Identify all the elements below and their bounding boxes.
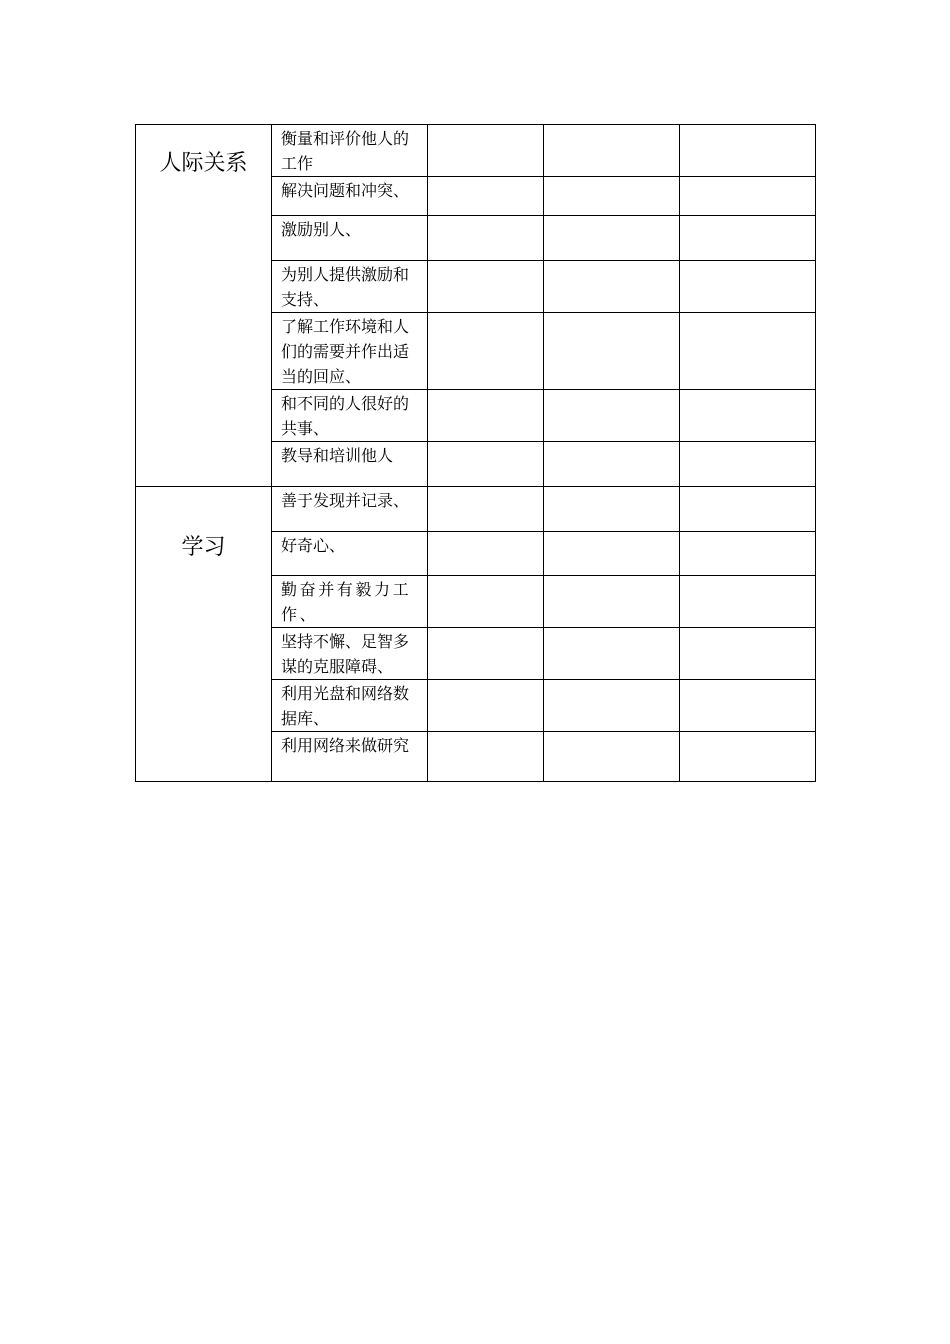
rating-cell [680,628,816,680]
rating-cell [428,261,544,313]
rating-cell [428,313,544,390]
skill-item: 利用光盘和网络数据库、 [272,680,428,732]
rating-cell [544,216,680,261]
rating-cell [680,487,816,532]
rating-cell [428,628,544,680]
skill-item: 和不同的人很好的共事、 [272,390,428,442]
category-label: 人际关系 [159,151,248,176]
rating-cell [428,390,544,442]
rating-cell [428,216,544,261]
table-row [136,487,816,532]
rating-cell [680,732,816,782]
rating-cell [680,532,816,576]
rating-cell [428,532,544,576]
rating-cell [544,628,680,680]
skill-item: 了解工作环境和人们的需要并作出适当的回应、 [272,313,428,390]
rating-cell [544,487,680,532]
rating-cell [680,442,816,487]
rating-cell [428,680,544,732]
rating-cell [428,442,544,487]
rating-cell [544,261,680,313]
rating-cell [680,261,816,313]
rating-cell [680,680,816,732]
category-cell [136,487,272,782]
skill-item: 为别人提供激励和支持、 [272,261,428,313]
skills-table [135,124,816,782]
rating-cell [544,390,680,442]
rating-cell [544,732,680,782]
skill-item: 教导和培训他人 [272,442,428,487]
skill-item: 坚持不懈、足智多谋的克服障碍、 [272,628,428,680]
rating-cell [680,177,816,216]
skill-item: 解决问题和冲突、 [272,177,428,216]
rating-cell [428,125,544,177]
rating-cell [544,313,680,390]
rating-cell [680,390,816,442]
rating-cell [544,576,680,628]
rating-cell [680,216,816,261]
rating-cell [544,532,680,576]
rating-cell [544,177,680,216]
rating-cell [428,487,544,532]
skill-item: 利用网络来做研究 [272,732,428,782]
rating-cell [680,313,816,390]
rating-cell [428,576,544,628]
rating-cell [428,732,544,782]
category-cell [136,125,272,487]
skill-item: 善于发现并记录、 [272,487,428,532]
skill-item: 好奇心、 [272,532,428,576]
rating-cell [544,442,680,487]
category-label: 学习 [181,535,226,560]
rating-cell [428,177,544,216]
skill-item: 衡量和评价他人的工作 [272,125,428,177]
rating-cell [544,680,680,732]
rating-cell [680,125,816,177]
table-row [136,125,816,177]
rating-cell [680,576,816,628]
skill-item: 激励别人、 [272,216,428,261]
rating-cell [544,125,680,177]
skill-item: 勤奋并有毅力工作、 [272,576,428,628]
